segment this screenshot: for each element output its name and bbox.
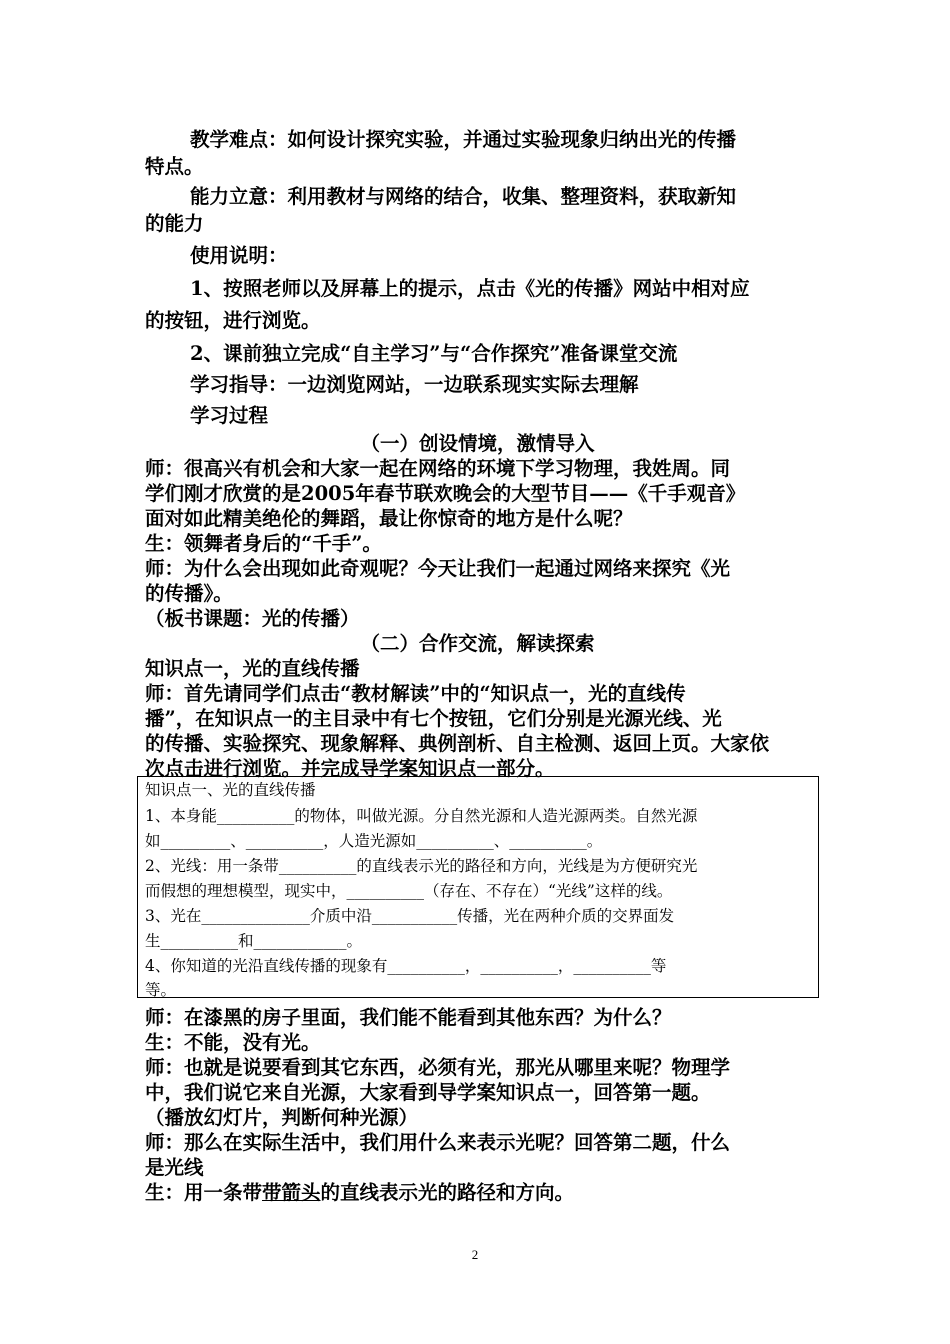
section-heading: （二）合作交流，解读探索: [360, 632, 595, 655]
paragraph-line: 2、课前独立完成“自主学习”与“合作探究”准备课堂交流: [190, 342, 678, 365]
paragraph-line: 师：在漆黑的房子里面，我们能不能看到其他东西？为什么？: [145, 1006, 672, 1029]
paragraph-line: 的按钮，进行浏览。: [145, 309, 321, 332]
paragraph-line: 能力立意：利用教材与网络的结合，收集、整理资料，获取新知: [190, 185, 737, 208]
paragraph-line: 播”，在知识点一的主目录中有七个按钮，它们分别是光源光线、光: [145, 707, 722, 730]
paragraph-line: 师：首先请同学们点击“教材解读”中的“知识点一，光的直线传: [145, 682, 686, 705]
worksheet-title: 知识点一、光的直线传播: [145, 781, 316, 799]
paragraph-line: 使用说明：: [190, 244, 288, 267]
paragraph-line: [145, 1180, 810, 1206]
paragraph-line: （播放幻灯片，判断何种光源）: [145, 1106, 419, 1129]
paragraph-line: 师：也就是说要看到其它东西，必须有光，那光从哪里来呢？物理学: [145, 1056, 731, 1079]
paragraph-line: 次点击进行浏览。并完成导学案知识点一部分。: [145, 757, 555, 780]
paragraph-line: （板书课题：光的传播）: [145, 607, 360, 630]
paragraph-line: 中，我们说它来自光源，大家看到导学案知识点一，回答第一题。: [145, 1081, 711, 1104]
paragraph-line: 知识点一，光的直线传播: [145, 657, 360, 680]
paragraph-line: 特点。: [145, 155, 204, 178]
worksheet-line: 1、本身能__________的物体，叫做光源。分自然光源和人造光源两类。自然光源: [145, 807, 698, 825]
paragraph-line: 的能力: [145, 212, 204, 235]
paragraph-line: 面对如此精美绝伦的舞蹈，最让你惊奇的地方是什么呢？: [145, 507, 633, 530]
paragraph-line: 学习指导：一边浏览网站，一边联系现实实际去理解: [190, 373, 639, 396]
worksheet-line: 2、光线：用一条带__________的直线表示光的路径和方向，光线是为方便研究光: [145, 857, 698, 875]
page-number: 2: [471, 1247, 479, 1262]
paragraph-line: 学们刚才欣赏的是2005年春节联欢晚会的大型节目——《千手观音》: [145, 482, 746, 505]
paragraph-line: 的传播、实验探究、现象解释、典例剖析、自主检测、返回上页。大家依: [145, 732, 770, 755]
worksheet-line: 如_________、__________，人造光源如__________、__________。: [145, 832, 603, 850]
paragraph-line: 师：为什么会出现如此奇观呢？今天让我们一起通过网络来探究《光: [145, 557, 731, 580]
text-segment: 生：用一条带: [145, 1181, 263, 1204]
section-heading: （一）创设情境，激情导入: [360, 432, 595, 455]
paragraph-line: 生：领舞者身后的“千手”。: [145, 532, 382, 555]
worksheet-line: 3、光在______________介质中沿___________传播，光在两种介质的交界面发: [145, 907, 675, 925]
paragraph-line: 学习过程: [190, 404, 269, 427]
paragraph-line: 的传播》。: [145, 582, 233, 605]
paragraph-line: 师：很高兴有机会和大家一起在网络的环境下学习物理，我姓周。同: [145, 457, 731, 480]
worksheet-line: 生__________和____________。: [145, 932, 363, 950]
worksheet-line: 4、你知道的光沿直线传播的现象有__________，__________，__________等: [145, 957, 667, 975]
underlined-text: 带箭头: [262, 1181, 321, 1204]
text-segment: 的直线表示光的路径和方向。: [320, 1181, 575, 1204]
paragraph-line: 1、按照老师以及屏幕上的提示，点击《光的传播》网站中相对应: [190, 277, 750, 300]
worksheet-line: 而假想的理想模型，现实中，__________（存在、不存在）“光线”这样的线。: [145, 882, 673, 900]
paragraph-line: 是光线: [145, 1156, 204, 1179]
paragraph-line: 师：那么在实际生活中，我们用什么来表示光呢？回答第二题，什么: [145, 1131, 731, 1154]
paragraph-line: 生：不能，没有光。: [145, 1031, 321, 1054]
worksheet-line: 等。: [145, 981, 177, 999]
paragraph-line: 教学难点：如何设计探究实验，并通过实验现象归纳出光的传播: [190, 128, 737, 151]
